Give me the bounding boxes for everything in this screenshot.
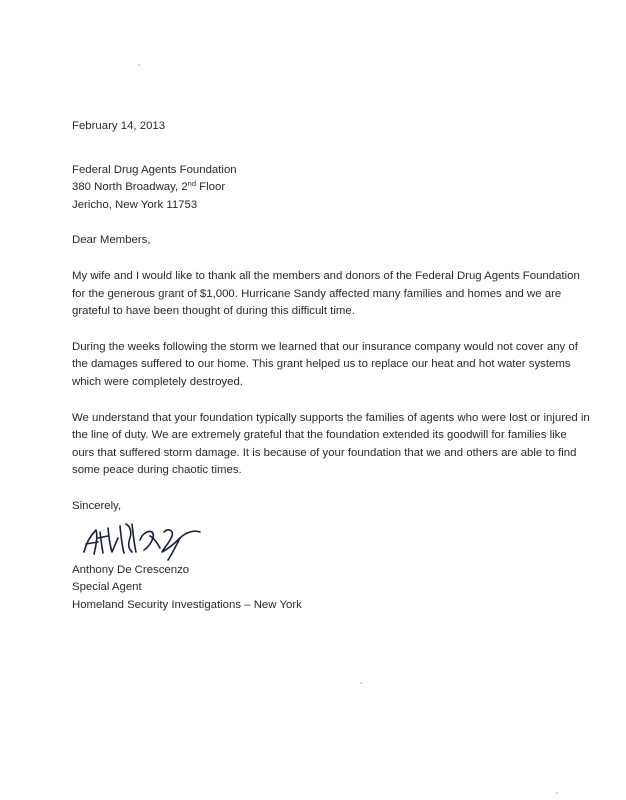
- paragraph-line: which were completely destroyed.: [72, 375, 243, 388]
- recipient-city-line: Jericho, New York 11753: [72, 198, 198, 211]
- scan-speck: [360, 682, 362, 684]
- paragraph-gratitude: [72, 410, 592, 480]
- paragraph-line: grateful to have been thought of during this difficult time.: [72, 305, 355, 318]
- floor-ordinal-suffix: nd: [187, 179, 197, 189]
- paragraph-line: We understand that your foundation typically supports the families of agents who were lost or injured in: [72, 411, 590, 424]
- paragraph-line: During the weeks following the storm we learned that our insurance company would not cover any of: [72, 340, 578, 353]
- recipient-name: Federal Drug Agents Foundation: [72, 163, 237, 176]
- paragraph-line: for the generous grant of $1,000. Hurricane Sandy affected many families and homes and we are: [72, 287, 562, 300]
- paragraph-line: ours that suffered storm damage. It is because of your foundation that we and others are able to find: [72, 446, 577, 459]
- handwritten-signature: [76, 518, 206, 564]
- paragraph-storm-damage: [72, 339, 592, 392]
- salutation: Dear Members,: [72, 234, 151, 247]
- signer-name: Anthony De Crescenzo: [72, 563, 190, 576]
- recipient-street-address: 380 North Broadway, 2nd Floor: [72, 179, 226, 194]
- paragraph-line: My wife and I would like to thank all the members and donors of the Federal Drug Agents Foundation: [72, 269, 580, 282]
- paragraph-line: some peace during chaotic times.: [72, 464, 242, 477]
- paragraph-thanks: [72, 268, 592, 321]
- recipient-address-block: [72, 162, 592, 215]
- letter-body: [72, 118, 592, 614]
- signer-organization: Homeland Security Investigations – New York: [72, 598, 302, 611]
- scan-speck: [556, 792, 558, 794]
- signer-title: Special Agent: [72, 581, 142, 594]
- letter-date: February 14, 2013: [72, 120, 166, 132]
- paragraph-line: the line of duty. We are extremely grateful that the foundation extended its goodwill for families like: [72, 429, 567, 442]
- closing: Sincerely,: [72, 499, 122, 512]
- paragraph-line: the damages suffered to our home. This grant helped us to replace our heat and hot water systems: [72, 358, 571, 371]
- signature-block: [72, 562, 592, 615]
- scan-speck: [138, 64, 140, 66]
